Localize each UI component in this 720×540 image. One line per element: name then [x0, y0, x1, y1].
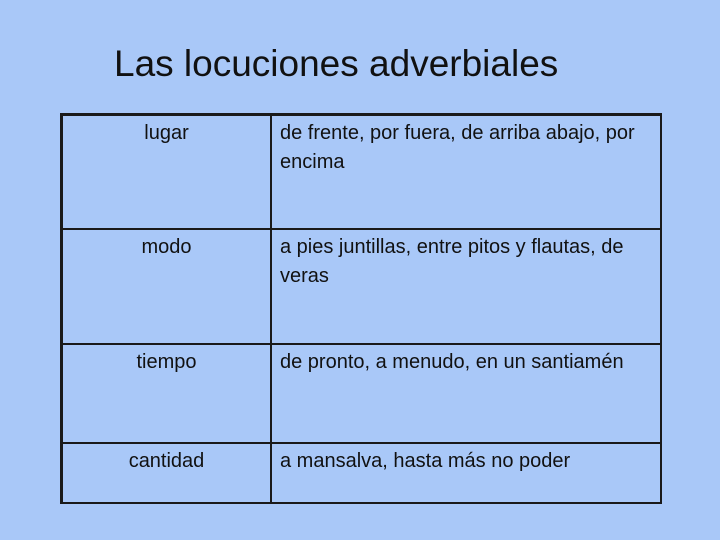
slide-title: Las locuciones adverbiales	[114, 43, 559, 84]
row-type-modo: modo	[63, 229, 271, 344]
table-row	[63, 344, 660, 443]
row-examples-modo: a pies juntillas, entre pitos y flautas, de veras	[271, 229, 660, 344]
row-examples-tiempo: de pronto, a menudo, en un santiamén	[271, 344, 660, 443]
table-row	[63, 443, 660, 502]
row-type-cantidad: cantidad	[63, 443, 271, 502]
row-type-lugar: lugar	[63, 116, 271, 229]
row-examples-lugar: de frente, por fuera, de arriba abajo, por encima	[280, 122, 635, 173]
table-row	[63, 229, 660, 344]
table-row	[63, 116, 660, 229]
row-type-tiempo: tiempo	[63, 344, 271, 443]
locuciones-table	[60, 113, 662, 504]
row-examples-cantidad: a mansalva, hasta más no poder	[271, 443, 660, 502]
